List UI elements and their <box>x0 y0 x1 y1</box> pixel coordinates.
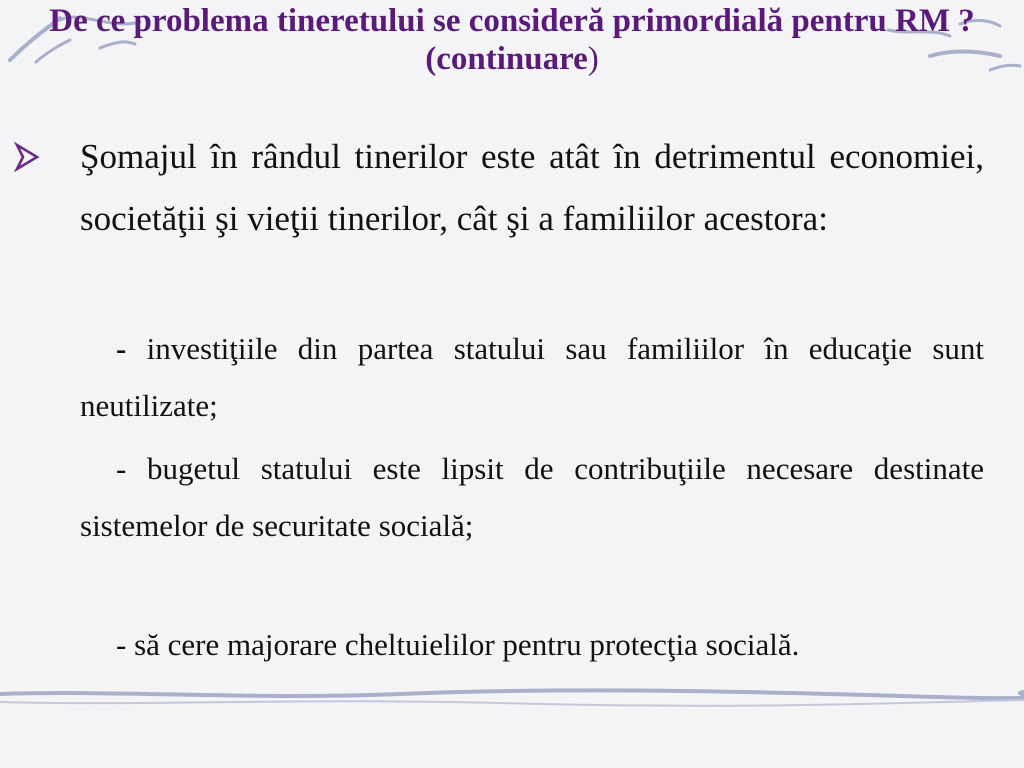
sub-item-1-text: investiţiile din partea statului sau familiilor în educaţie sunt neutilizate; <box>80 331 984 423</box>
sub-item-2-dash: - <box>116 451 127 486</box>
sub-item-2-text: bugetul statului este lipsit de contribuţiile necesare destinate sistemelor de securitate socială; <box>80 451 984 543</box>
arrowhead-bullet-icon <box>14 142 40 172</box>
sub-item-3-dash: - <box>116 627 127 662</box>
sub-item-3 <box>80 616 984 673</box>
title-close-paren: ) <box>587 41 599 77</box>
sub-item-1 <box>80 320 984 434</box>
title-text: De ce problema tineretului se consideră primordială pentru RM ?(continuare <box>49 3 975 77</box>
bullet-paragraph: Şomajul în rândul tinerilor este atât în detrimentul economiei, societăţii şi vieţii tinerilor, cât şi a familiilor acestora: <box>80 137 984 238</box>
sub-item-1-dash: - <box>116 331 127 366</box>
sub-item-2 <box>80 440 984 554</box>
sub-item-3-text: să cere majorare cheltuielilor pentru protecţia socială. <box>126 627 800 662</box>
